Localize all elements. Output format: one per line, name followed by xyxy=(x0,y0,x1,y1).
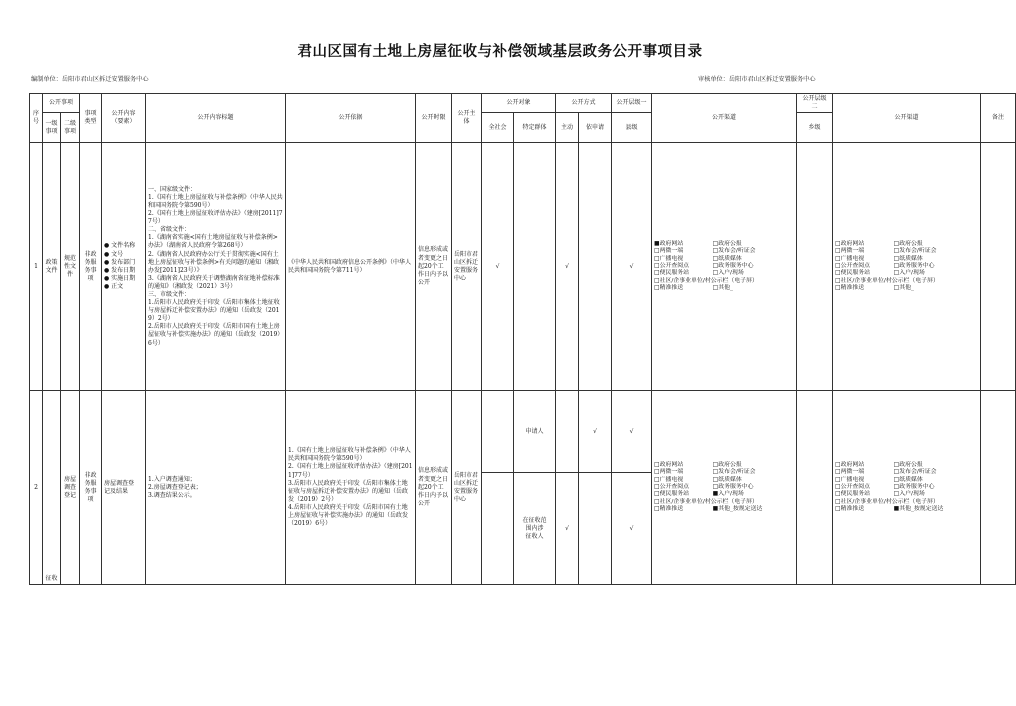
reviewer-unit: 审核单位：岳阳市君山区拆迁安置服务中心 xyxy=(698,76,816,83)
row1-subject: 岳阳市君山区拆迁安置服务中心 xyxy=(452,143,482,391)
table-row xyxy=(30,143,1016,391)
row2a-specific-group: 申请人 xyxy=(514,391,556,473)
row1-time-limit: 信息形成或者变更之日起20个工作日内予以公开 xyxy=(416,143,452,391)
header-specific-group: 特定群体 xyxy=(514,113,556,143)
row2-elements: 房屋调查登 记及结果 xyxy=(102,391,146,585)
header-on-request: 依申请 xyxy=(579,113,612,143)
row2a-on-request: √ xyxy=(579,391,612,473)
row2-remark xyxy=(981,391,1016,585)
row1-township xyxy=(797,143,833,391)
row2b-county: √ xyxy=(612,473,652,585)
table-row xyxy=(30,391,1016,473)
row1-seq: 1 xyxy=(30,143,43,391)
row1-channel-two: □政府网站 □政府公报 □两微一端 □发布会/听证会 □广播电视 □纸质媒体 □公开查阅点 □政务服务中心 □便民服务站 □入户/现场 □社区/企事业单位/村公示栏（电子屏） □精准推送 □其他_ xyxy=(835,240,939,292)
row2-subject: 岳阳市君山区拆迁安置服务中心 xyxy=(452,391,482,585)
row2-basis: 1.《国有土地上房屋征收与补偿条例》（中华人民共和国国务院令第590号） 2.《国有土地上房屋征收评估办法》（建房[2011]77号） 3.岳阳市人民政府关于印发《岳阳市集体土地征收与房屋拆迁补偿安置办法》的通知（岳政发（2019）2号） 4.岳阳市人民政府关于印发《岳阳市国有土地上房屋征收与补偿实施办法》的通知（岳政发（2019）6号） xyxy=(286,391,416,585)
row1-level2: 规范 性文 件 xyxy=(61,143,80,391)
row2a-county: √ xyxy=(612,391,652,473)
row1-all-society: √ xyxy=(482,143,514,391)
row1-type: 非政 务服 务事 项 xyxy=(80,143,102,391)
compiler-unit: 编制单位：岳阳市君山区拆迁安置服务中心 xyxy=(31,76,149,83)
header-level-one: 公开层级一 xyxy=(612,94,652,113)
row2a-all-society xyxy=(482,391,514,473)
row2-type: 非政 务服 务事 项 xyxy=(80,391,102,585)
header-all-society: 全社会 xyxy=(482,113,514,143)
header-content-elements: 公开内容 （要素） xyxy=(102,94,146,143)
row1-specific-group xyxy=(514,143,556,391)
header-content-title: 公开内容标题 xyxy=(146,94,286,143)
row2-channel-one: □政府网站 □政府公报 □两微一端 □发布会/听证会 □广播电视 □纸质媒体 □公开查阅点 □政务服务中心 □便民服务站 ■入户/现场 □社区/企事业单位/村公示栏（电子屏） □精准推送 ■其他_按规定送达 xyxy=(654,461,763,513)
header-channel-two: 公开渠道 xyxy=(833,94,981,143)
row2-time-limit: 信息形成或者变更之日起20个工作日内予以公开 xyxy=(416,391,452,585)
disclosure-table xyxy=(29,93,1016,585)
row1-level1: 政策 文件 xyxy=(43,143,61,391)
header-time-limit: 公开时限 xyxy=(416,94,452,143)
header-target: 公开对象 xyxy=(482,94,556,113)
row2b-on-request xyxy=(579,473,612,585)
row2-township xyxy=(797,391,833,585)
row2-content-title: 1.入户调查通知； 2.房屋调查登记表； 3.调查结果公示。 xyxy=(146,391,286,585)
row2-channel-two: □政府网站 □政府公报 □两微一端 □发布会/听证会 □广播电视 □纸质媒体 □公开查阅点 □政务服务中心 □便民服务站 □入户/现场 □社区/企事业单位/村公示栏（电子屏） □精准推送 ■其他_按规定送达 xyxy=(835,461,944,513)
header-level1: 一级 事项 xyxy=(43,113,61,143)
header-township: 乡级 xyxy=(797,113,833,143)
row2-level1: 征收 xyxy=(43,391,61,585)
row2b-all-society xyxy=(482,473,514,585)
row1-basis: 《中华人民共和国政府信息公开条例》（中华人民共和国国务院令第711号） xyxy=(286,143,416,391)
header-subject: 公开主 体 xyxy=(452,94,482,143)
row1-county: √ xyxy=(612,143,652,391)
header-method: 公开方式 xyxy=(556,94,612,113)
row2b-active: √ xyxy=(556,473,579,585)
header-item: 公开事项 xyxy=(43,94,80,113)
header-county: 县级 xyxy=(612,113,652,143)
row1-active: √ xyxy=(556,143,579,391)
header-remark: 备注 xyxy=(981,94,1016,143)
row2-level2: 房屋 调查 登记 xyxy=(61,391,80,585)
header-channel-one: 公开渠道 xyxy=(652,94,797,143)
header-level-two: 公开层级 二 xyxy=(797,94,833,113)
page-title: 君山区国有土地上房屋征收与补偿领域基层政务公开事项目录 xyxy=(297,43,703,60)
row1-channel-one: ■政府网站 □政府公报 □两微一端 □发布会/听证会 □广播电视 □纸质媒体 □公开查阅点 □政务服务中心 □便民服务站 □入户/现场 □社区/企事业单位/村公示栏（电子屏） □精准推送 □其他_ xyxy=(654,240,758,292)
row1-on-request xyxy=(579,143,612,391)
row1-elements: ● 文件名称 ● 文号 ● 发布部门 ● 发布日期 ● 实施日期 ● 正文 xyxy=(102,143,146,391)
header-item-type: 事项 类型 xyxy=(80,94,102,143)
row2a-active xyxy=(556,391,579,473)
header-seq: 序 号 xyxy=(30,94,43,143)
header-active: 主动 xyxy=(556,113,579,143)
header-level2: 二级 事项 xyxy=(61,113,80,143)
row1-content-title: 一、国家级文件： 1.《国有土地上房屋征收与补偿条例》（中华人民共和国国务院令第590号） 2.《国有土地上房屋征收评估办法》（建房[2011]77号） 二、省级文件： 1.《湖南省实施<国有土地房屋征收与补偿条例>办法》（湖南省人民政府令第268号） 2.《湖南省人民政府办公厅关于贯彻实施<国有土地上房屋征收与补偿条例>有关问题的通知（湘政办发[2011]23号）》 3.《湖南省人民政府关于调整湖南省征地补偿标准的通知》（湘政发（2021）3号） 三、市级文件： 1.岳阳市人民政府关于印发《岳阳市集体土地征收与房屋拆迁补偿安置办法》的通知（岳政发（2019）2号） 2.岳阳市人民政府关于印发《岳阳市国有土地上房屋征收与补偿实施办法》的通知（岳政发（2019）6号） xyxy=(146,143,286,391)
row2b-specific-group: 在征收范 围内涉 征收人 xyxy=(514,473,556,585)
row1-remark xyxy=(981,143,1016,391)
row2-seq: 2 xyxy=(30,391,43,585)
header-basis: 公开依据 xyxy=(286,94,416,143)
